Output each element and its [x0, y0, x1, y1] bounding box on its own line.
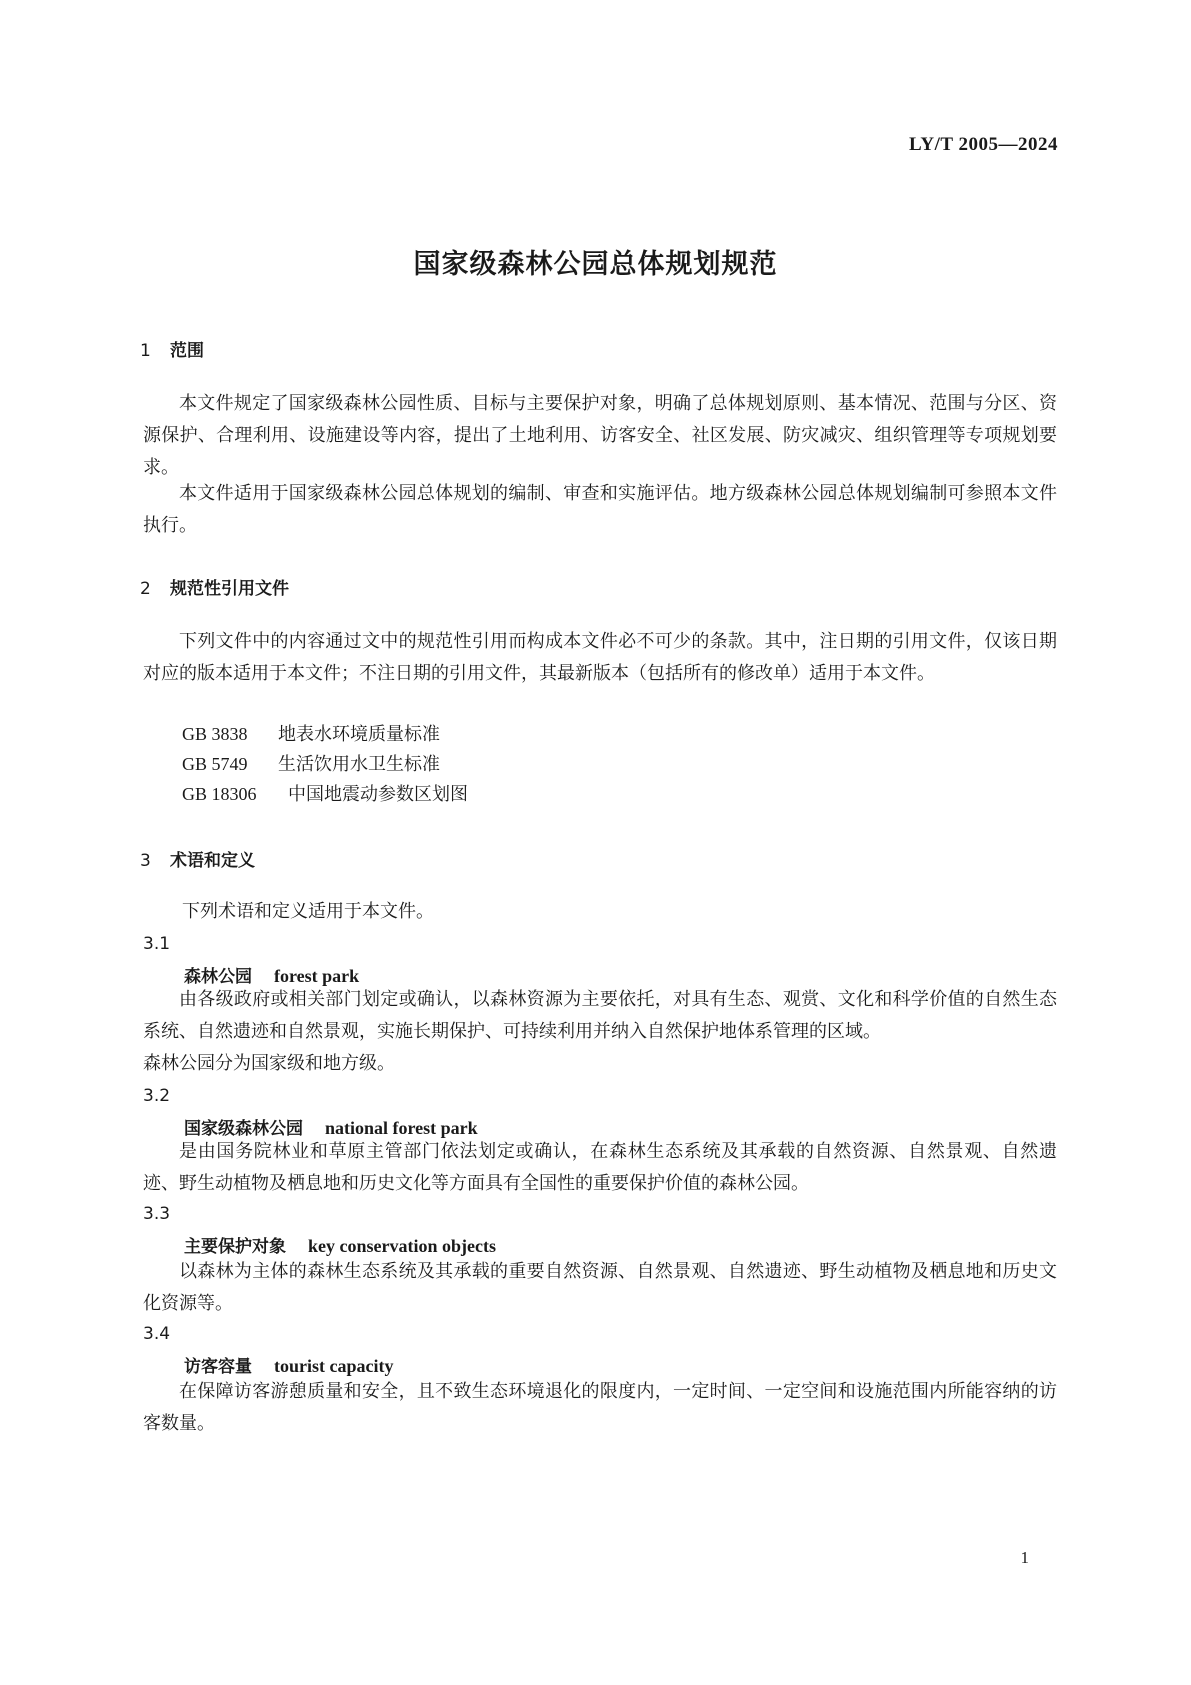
section-2-heading	[140, 574, 289, 599]
reference-item	[182, 748, 440, 781]
reference-item	[182, 718, 440, 751]
term-chinese: 森林公园	[184, 967, 252, 987]
scope-paragraph-1: 本文件规定了国家级森林公园性质、目标与主要保护对象，明确了总体规划原则、基本情况、范围与分区、资源保护、合理利用、设施建设等内容，提出了土地利用、访客安全、社区发展、防灾减灾、组织管理等专项规划要求。	[143, 393, 1057, 478]
reference-item	[182, 778, 468, 811]
section-number: 2	[140, 579, 151, 599]
reference-title: 地表水环境质量标准	[278, 724, 440, 745]
reference-code: GB 18306	[182, 784, 257, 804]
section-number: 1	[140, 341, 151, 361]
reference-code: GB 5749	[182, 754, 248, 774]
section-title: 规范性引用文件	[170, 579, 289, 599]
term-definition: 以森林为主体的森林生态系统及其承载的重要自然资源、自然景观、自然遗迹、野生动植物及栖息地和历史文化资源等。	[143, 1261, 1057, 1314]
terms-intro: 下列术语和定义适用于本文件。	[182, 901, 434, 922]
section-3-heading	[140, 846, 255, 871]
term-english: key conservation objects	[308, 1236, 496, 1256]
term-number: 3.3	[143, 1204, 171, 1224]
term-number: 3.4	[143, 1324, 171, 1344]
term-chinese: 主要保护对象	[184, 1237, 286, 1257]
term-definition: 由各级政府或相关部门划定或确认，以森林资源为主要依托，对具有生态、观赏、文化和科学价值的自然生态系统、自然遗迹和自然景观，实施长期保护、可持续利用并纳入自然保护地体系管理的区域。	[143, 989, 1057, 1042]
document-title: 国家级森林公园总体规划规范	[413, 249, 778, 280]
term-number: 3.2	[143, 1086, 171, 1106]
section-title: 术语和定义	[170, 851, 255, 871]
term-english: forest park	[274, 966, 360, 986]
term-definition: 在保障访客游憩质量和安全，且不致生态环境退化的限度内，一定时间、一定空间和设施范围内所能容纳的访客数量。	[143, 1381, 1057, 1434]
term-chinese: 访客容量	[184, 1357, 252, 1377]
term-note: 森林公园分为国家级和地方级。	[143, 1053, 395, 1074]
term-english: national forest park	[325, 1118, 478, 1138]
term-heading	[184, 1352, 393, 1377]
references-paragraph: 下列文件中的内容通过文中的规范性引用而构成本文件必不可少的条款。其中，注日期的引用文件，仅该日期对应的版本适用于本文件；不注日期的引用文件，其最新版本（包括所有的修改单）适用于本文件。	[143, 631, 1057, 684]
document-code: LY/T 2005—2024	[908, 134, 1058, 155]
page-number: 1	[1020, 1548, 1029, 1567]
reference-title: 生活饮用水卫生标准	[278, 754, 440, 775]
term-chinese: 国家级森林公园	[184, 1119, 303, 1139]
reference-title: 中国地震动参数区划图	[288, 784, 468, 805]
term-number: 3.1	[143, 934, 171, 954]
term-heading	[184, 1232, 496, 1257]
section-title: 范围	[170, 341, 204, 361]
section-1-heading	[140, 336, 204, 361]
section-number: 3	[140, 851, 151, 871]
term-definition: 是由国务院林业和草原主管部门依法划定或确认，在森林生态系统及其承载的自然资源、自然景观、自然遗迹、野生动植物及栖息地和历史文化等方面具有全国性的重要保护价值的森林公园。	[143, 1141, 1057, 1194]
reference-code: GB 3838	[182, 724, 248, 744]
term-english: tourist capacity	[274, 1356, 394, 1376]
scope-paragraph-2: 本文件适用于国家级森林公园总体规划的编制、审查和实施评估。地方级森林公园总体规划编制可参照本文件执行。	[143, 483, 1057, 536]
